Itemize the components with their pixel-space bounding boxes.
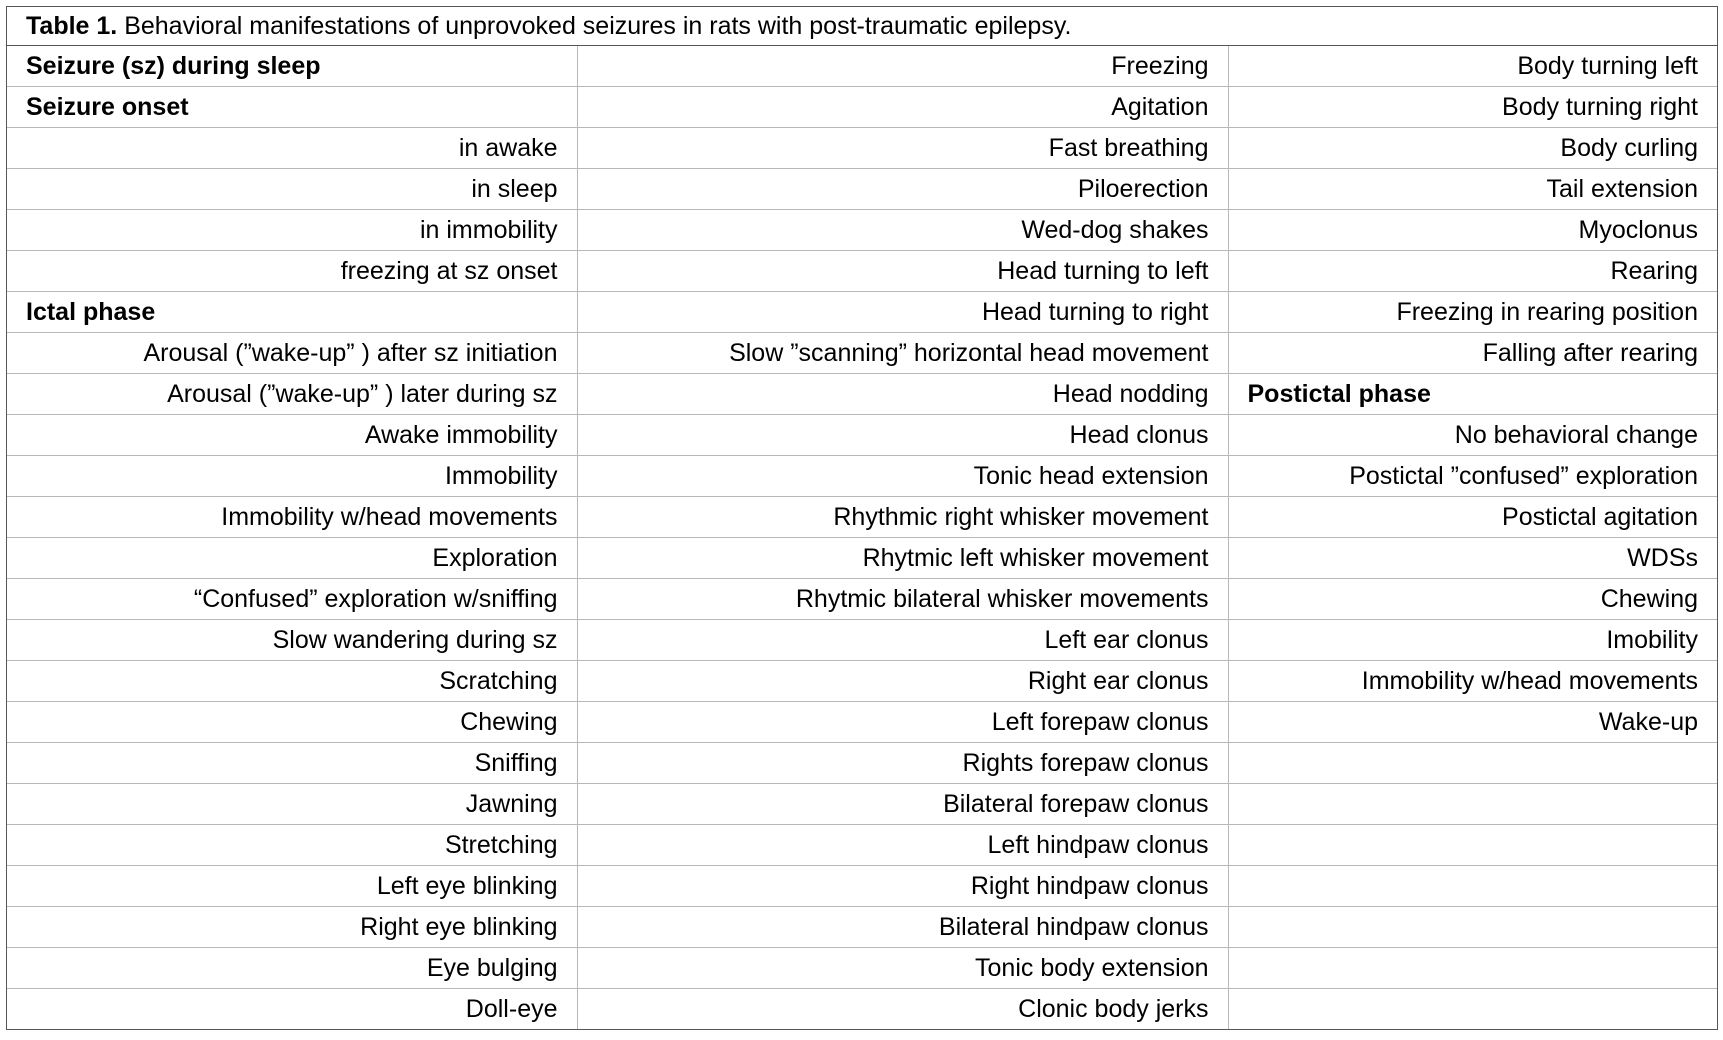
table-row [7, 128, 1717, 169]
table-cell: Freezing in rearing position [1228, 292, 1717, 333]
table-row [7, 825, 1717, 866]
table-row [7, 907, 1717, 948]
table-cell: Right hindpaw clonus [577, 866, 1228, 907]
table-row [7, 702, 1717, 743]
table-row [7, 743, 1717, 784]
table-cell: “Confused” exploration w/sniffing [7, 579, 577, 620]
table-cell: Fast breathing [577, 128, 1228, 169]
table-cell: in awake [7, 128, 577, 169]
table-cell: in immobility [7, 210, 577, 251]
table-cell: No behavioral change [1228, 415, 1717, 456]
table-cell: Immobility [7, 456, 577, 497]
section-header-cell: Ictal phase [7, 292, 577, 333]
table-row [7, 169, 1717, 210]
table-cell: Left eye blinking [7, 866, 577, 907]
table-cell [1228, 743, 1717, 784]
table-cell: Chewing [7, 702, 577, 743]
table-cell: Piloerection [577, 169, 1228, 210]
table-cell: Left hindpaw clonus [577, 825, 1228, 866]
table-row [7, 374, 1717, 415]
table-row [7, 948, 1717, 989]
table-row [7, 210, 1717, 251]
table-cell: Rearing [1228, 251, 1717, 292]
section-header-cell: Seizure (sz) during sleep [26, 52, 321, 80]
table-cell: Postictal agitation [1228, 497, 1717, 538]
table-cell: Eye bulging [7, 948, 577, 989]
table-cell [1228, 989, 1717, 1030]
table-cell [1228, 907, 1717, 948]
table-cell: Postictal ”confused” exploration [1228, 456, 1717, 497]
table-cell: Tonic head extension [577, 456, 1228, 497]
table-cell: Chewing [1228, 579, 1717, 620]
table-cell: Falling after rearing [1228, 333, 1717, 374]
table-row [7, 46, 1717, 87]
table-row [7, 620, 1717, 661]
table-row [7, 292, 1717, 333]
table-row [7, 989, 1717, 1030]
table-cell: Wake-up [1228, 702, 1717, 743]
table-cell: Slow wandering during sz [7, 620, 577, 661]
table-cell: Body turning right [1228, 87, 1717, 128]
caption-text: Behavioral manifestations of unprovoked seizures in rats with post-traumatic epilepsy. [117, 12, 1072, 40]
table-cell: Head turning to right [577, 292, 1228, 333]
table-cell: Scratching [7, 661, 577, 702]
table-row [7, 497, 1717, 538]
table-cell: Rights forepaw clonus [577, 743, 1228, 784]
table-row [7, 866, 1717, 907]
table-cell: Awake immobility [7, 415, 577, 456]
table-cell: Imobility [1228, 620, 1717, 661]
table-cell: Rhytmic bilateral whisker movements [577, 579, 1228, 620]
section-header-cell: Seizure onset [7, 87, 577, 128]
table-cell: Tail extension [1228, 169, 1717, 210]
table-cell: Head nodding [577, 374, 1228, 415]
table-cell: Right eye blinking [7, 907, 577, 948]
table-cell: Agitation [577, 87, 1228, 128]
table-cell: WDSs [1228, 538, 1717, 579]
table-cell: Sniffing [7, 743, 577, 784]
table-cell: in sleep [7, 169, 577, 210]
table-row [7, 87, 1717, 128]
table-row [7, 456, 1717, 497]
table-cell [1228, 825, 1717, 866]
table-row [7, 579, 1717, 620]
section-header-cell: Postictal phase [1228, 374, 1717, 415]
table-cell: Left forepaw clonus [577, 702, 1228, 743]
table-cell: Clonic body jerks [577, 989, 1228, 1030]
table-cell: Arousal (”wake-up” ) later during sz [7, 374, 577, 415]
table-cell: Bilateral forepaw clonus [577, 784, 1228, 825]
table-row [7, 661, 1717, 702]
table-cell: Doll-eye [7, 989, 577, 1030]
table-cell: Body curling [1228, 128, 1717, 169]
table-cell: Head turning to left [577, 251, 1228, 292]
table-row [7, 415, 1717, 456]
table-cell [1228, 948, 1717, 989]
table-row [7, 784, 1717, 825]
table-row [7, 333, 1717, 374]
table-cell: freezing at sz onset [7, 251, 577, 292]
caption-label: Table 1. [26, 12, 118, 40]
table-cell: Rhytmic left whisker movement [577, 538, 1228, 579]
table-cell: Wed-dog shakes [577, 210, 1228, 251]
table-cell: Myoclonus [1228, 210, 1717, 251]
table-frame [6, 6, 1718, 1030]
table-cell: Jawning [7, 784, 577, 825]
table-cell: Tonic body extension [577, 948, 1228, 989]
table-cell [1228, 866, 1717, 907]
table-cell: Immobility w/head movements [1228, 661, 1717, 702]
table-row [7, 251, 1717, 292]
table-caption [7, 7, 1717, 46]
table-cell: Left ear clonus [577, 620, 1228, 661]
table-cell: Exploration [7, 538, 577, 579]
table-cell: Body turning left [1228, 46, 1717, 87]
table-body [7, 46, 1717, 1029]
table-cell: Stretching [7, 825, 577, 866]
table-cell: Immobility w/head movements [7, 497, 577, 538]
table-cell: Freezing [577, 46, 1228, 87]
table-cell: Rhythmic right whisker movement [577, 497, 1228, 538]
table-cell [1228, 784, 1717, 825]
table-cell: Arousal (”wake-up” ) after sz initiation [7, 333, 577, 374]
table-cell: Right ear clonus [577, 661, 1228, 702]
behavior-table [7, 46, 1717, 1029]
table-cell: Bilateral hindpaw clonus [577, 907, 1228, 948]
table-cell: Slow ”scanning” horizontal head movement [577, 333, 1228, 374]
table-cell: Head clonus [577, 415, 1228, 456]
table-row [7, 538, 1717, 579]
